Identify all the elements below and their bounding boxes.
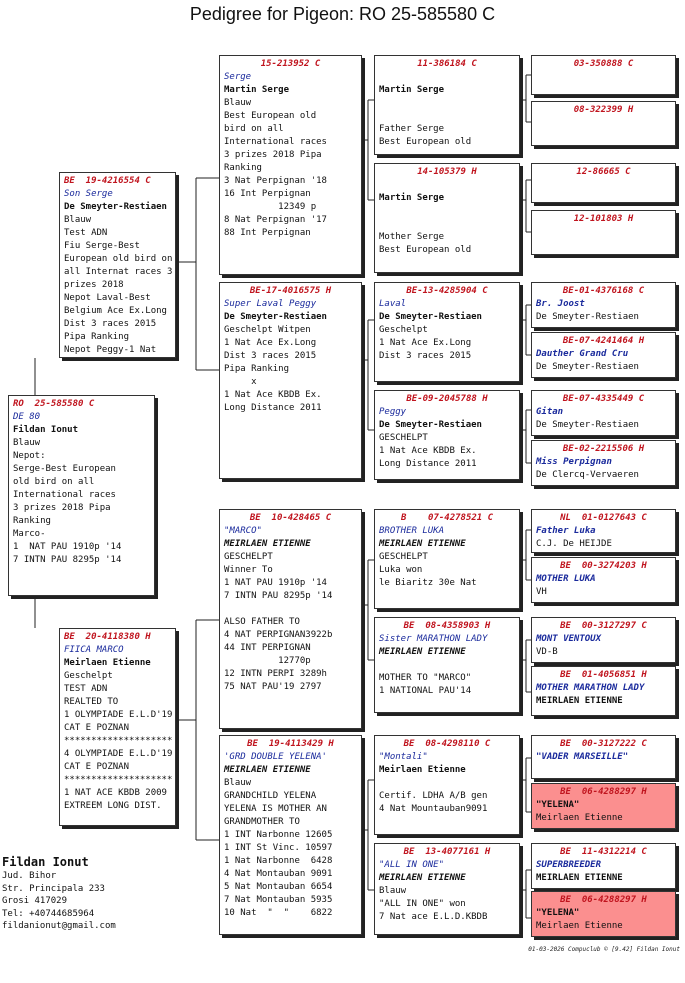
pigeon-name: Miss Perpignan [536, 457, 612, 467]
ring-number: 11-386184 C [417, 59, 477, 69]
pigeon-detail-line: 5 Nat Montauban 6654 [224, 882, 333, 892]
pigeon-detail-line: Luka won [379, 565, 423, 575]
breeder-name: De Smeyter-Restiaen [64, 202, 167, 212]
breeder-name: Martin Serge [379, 85, 445, 95]
pigeon-name: Father Luka [536, 526, 596, 536]
pigeon-detail-line: 8 Nat Perpignan '17 [224, 215, 327, 225]
breeder-name: MEIRLAEN ETIENNE [379, 539, 466, 549]
pigeon-card-gen5-3[interactable] [531, 163, 676, 203]
ring-number: BE 20-4118380 H [64, 632, 151, 642]
pigeon-card-ssd[interactable] [374, 163, 520, 273]
pigeon-card-sss[interactable] [374, 55, 520, 155]
pigeon-detail-line: Geschelpt Witpen [224, 325, 311, 335]
footer-credit: 01-03-2026 Compuclub © [9.42] Fildan Ionut [528, 946, 680, 953]
ring-number: BE-13-4285904 C [406, 286, 488, 296]
pigeon-detail-line: Dist 3 races 2015 [379, 351, 472, 361]
ring-number: BE-07-4241464 H [562, 336, 645, 346]
pigeon-name: Br. Joost [536, 299, 585, 309]
pigeon-detail-line: CAT E POZNAN [64, 762, 130, 772]
breeder-name: "YELENA" [536, 800, 580, 810]
pigeon-detail-line: 44 INT PERPIGNAN [224, 643, 311, 653]
pigeon-detail-line: Pipa Ranking [224, 364, 290, 374]
ring-number: BE 00-3127297 C [560, 621, 647, 631]
pigeon-detail-line: 4 OLYMPIADE E.L.D'19 [64, 749, 173, 759]
pigeon-detail-line: 1 Nat Ace Ex.Long [379, 338, 472, 348]
pigeon-name: Sister MARATHON LADY [379, 634, 488, 644]
owner-address-line: Jud. Bihor [2, 871, 57, 881]
pigeon-card-dam[interactable] [59, 628, 176, 826]
pigeon-detail-line: Fiu Serge-Best [64, 241, 140, 251]
ring-number: 12-101803 H [573, 214, 634, 224]
pigeon-detail-line: Test ADN [64, 228, 108, 238]
pigeon-card-sdd[interactable] [374, 390, 520, 480]
pigeon-card-sire[interactable] [59, 172, 176, 358]
pigeon-card-sire-dam[interactable] [219, 282, 362, 479]
pigeon-card-dds[interactable] [374, 735, 520, 835]
pigeon-name: "Montali" [379, 752, 428, 762]
pigeon-detail-line: Meirlaen Etienne [536, 921, 623, 931]
pigeon-detail-line: 1 Nat Ace KBDB Ex. [379, 446, 477, 456]
pigeon-detail-line: old bird on all [13, 477, 95, 487]
pigeon-card-dam-dam[interactable] [219, 735, 362, 935]
pigeon-detail-line: Best European old [224, 111, 317, 121]
pigeon-detail-line: Best European old [379, 137, 472, 147]
breeder-name: Meirlaen Etienne [379, 765, 466, 775]
pigeon-card-sds[interactable] [374, 282, 520, 382]
pigeon-detail-line: CAT E POZNAN [64, 723, 130, 733]
ring-number: 03-350888 C [573, 59, 634, 69]
pigeon-detail-line: Father Serge [379, 124, 445, 134]
pigeon-card-gen5-9[interactable] [531, 509, 676, 553]
pigeon-detail-line [379, 205, 515, 218]
pigeon-detail-line [379, 71, 515, 84]
pigeon-detail-line [379, 110, 515, 123]
pigeon-detail-line: GESCHELPT [379, 433, 428, 443]
pigeon-card-gen5-11[interactable] [531, 617, 676, 663]
ring-number: 14-105379 H [417, 167, 477, 177]
pigeon-card-gen5-13[interactable] [531, 735, 676, 779]
pigeon-detail-line [224, 603, 357, 616]
ring-number: BE-02-2215506 H [562, 444, 645, 454]
pigeon-detail-line: 12770p [224, 656, 311, 666]
pigeon-name: BROTHER LUKA [379, 526, 445, 536]
pigeon-card-sire-sire[interactable] [219, 55, 362, 275]
pigeon-name: Super Laval Peggy [224, 299, 317, 309]
pigeon-detail-line: Pipa Ranking [64, 332, 130, 342]
pigeon-detail-line: Belgium Ace Ex.Long [64, 306, 167, 316]
breeder-name: MEIRLAEN ETIENNE [379, 647, 466, 657]
ring-number: NL 01-0127643 C [560, 513, 647, 523]
pigeon-name: MONT VENTOUX [536, 634, 602, 644]
pigeon-card-gen5-15[interactable] [531, 843, 676, 889]
pigeon-detail-line: YELENA IS MOTHER AN [224, 804, 327, 814]
pigeon-detail-line: Certif. LDHA A/B gen [379, 791, 488, 801]
pigeon-name: SUPERBREEDER [536, 860, 602, 870]
breeder-name: MEIRLAEN ETIENNE [224, 765, 311, 775]
breeder-name: Meirlaen Etienne [64, 658, 151, 668]
pigeon-detail-line: REALTED TO [64, 697, 119, 707]
breeder-name: Martin Serge [379, 193, 445, 203]
pigeon-detail-line: 1 NAT PAU 1910p '14 [13, 542, 122, 552]
pigeon-detail-line: De Smeyter-Restiaen [536, 420, 639, 430]
pigeon-detail-line: 1 NAT PAU 1910p '14 [224, 578, 327, 588]
pigeon-detail-line: 1 INT St Vinc. 10597 [224, 843, 333, 853]
pigeon-detail-line: MOTHER TO "MARCO" [379, 673, 472, 683]
pigeon-detail-line: 1 OLYMPIADE E.L.D'19 [64, 710, 173, 720]
pigeon-card-gen5-10[interactable] [531, 557, 676, 603]
pigeon-detail-line: all Internat races 3 [64, 267, 173, 277]
breeder-name: De Smeyter-Restiaen [224, 312, 327, 322]
pigeon-detail-line: Nepot: [13, 451, 46, 461]
pigeon-name: DE 80 [13, 412, 41, 422]
pigeon-detail-line: International races [224, 137, 327, 147]
ring-number: BE 06-4288297 H [560, 895, 647, 905]
pigeon-detail-line: 1 NAT ACE KBDB 2009 [64, 788, 167, 798]
owner-name: Fildan Ionut [2, 855, 89, 869]
pigeon-card-gen5-12[interactable] [531, 666, 676, 716]
pigeon-detail-line: De Clercq-Vervaeren [536, 470, 639, 480]
pigeon-detail-line: 7 Nat ace E.L.D.KBDB [379, 912, 488, 922]
pigeon-detail-line: European old bird on [64, 254, 173, 264]
ring-number: RO 25-585580 C [13, 399, 95, 409]
pigeon-detail-line: EXTREEM LONG DIST. [64, 801, 162, 811]
pigeon-card-dss[interactable] [374, 509, 520, 609]
ring-number: BE 08-4298110 C [403, 739, 491, 749]
pigeon-detail-line [379, 179, 515, 192]
breeder-name: MEIRLAEN ETIENNE [536, 696, 623, 706]
pigeon-detail-line: International races [13, 490, 116, 500]
ring-number: BE 13-4077161 H [403, 847, 491, 857]
owner-info [2, 854, 202, 933]
pigeon-detail-line: Winner To [224, 565, 273, 575]
pigeon-detail-line: x [224, 377, 257, 387]
pigeon-detail-line: De Smeyter-Restiaen [536, 312, 639, 322]
pigeon-detail-line: VH [536, 587, 547, 597]
pigeon-detail-line: Dist 3 races 2015 [64, 319, 157, 329]
pigeon-name: "ALL IN ONE" [379, 860, 445, 870]
pigeon-detail-line: Blauw [224, 98, 252, 108]
pigeon-name: Serge [224, 72, 252, 82]
pigeon-detail-line [379, 659, 515, 672]
pigeon-detail-line: Blauw [13, 438, 41, 448]
pigeon-detail-line: 7 INTN PAU 8295p '14 [13, 555, 122, 565]
pigeon-detail-line: 1 NATIONAL PAU'14 [379, 686, 472, 696]
pigeon-detail-line: 1 Nat Ace KBDB Ex. [224, 390, 322, 400]
pigeon-detail-line: 3 prizes 2018 Pipa [13, 503, 111, 513]
pigeon-detail-line: 16 Int Perpignan [224, 189, 311, 199]
pigeon-detail-line: C.J. De HEIJDE [536, 539, 612, 549]
pigeon-detail-line: ******************** [64, 775, 173, 785]
breeder-name: Fildan Ionut [13, 425, 79, 435]
pigeon-detail-line: Mother Serge [379, 232, 445, 242]
pigeon-detail-line: TEST ADN [64, 684, 108, 694]
pigeon-detail-line [379, 97, 515, 110]
pigeon-detail-line: 4 NAT PERPIGNAN3922b [224, 630, 333, 640]
pigeon-name: MOTHER MARATHON LADY [536, 683, 645, 693]
breeder-name: MEIRLAEN ETIENNE [379, 873, 466, 883]
pigeon-detail-line: Dist 3 races 2015 [224, 351, 317, 361]
pigeon-detail-line: 3 Nat Perpignan '18 [224, 176, 327, 186]
ring-number: BE 06-4288297 H [560, 787, 647, 797]
pigeon-detail-line: 88 Int Perpignan [224, 228, 311, 238]
pigeon-name: "VADER MARSEILLE" [536, 752, 629, 762]
pigeon-card-dam-sire[interactable] [219, 509, 362, 729]
pigeon-detail-line: 10 Nat " " 6822 [224, 908, 333, 918]
pigeon-detail-line: ALSO FATHER TO [224, 617, 300, 627]
pigeon-detail-line: 1 Nat Narbonne 6428 [224, 856, 333, 866]
ring-number: 15-213952 C [260, 59, 321, 69]
pigeon-detail-line: GRANDMOTHER TO [224, 817, 300, 827]
ring-number: BE-09-2045788 H [406, 394, 488, 404]
pigeon-detail-line: 4 Nat Montauban 9091 [224, 869, 333, 879]
pigeon-name: FIICA MARCO [64, 645, 124, 655]
ring-number: BE 01-4056851 H [560, 670, 647, 680]
pigeon-card-gen5-6[interactable] [531, 332, 676, 378]
breeder-name: De Smeyter-Restiaen [379, 420, 482, 430]
ring-number: BE 00-3127222 C [560, 739, 647, 749]
pigeon-card-ddd[interactable] [374, 843, 520, 935]
page-title: Pedigree for Pigeon: RO 25-585580 C [189, 4, 496, 24]
breeder-name: MEIRLAEN ETIENNE [224, 539, 311, 549]
pigeon-detail-line: De Smeyter-Restiaen [536, 362, 639, 372]
pigeon-detail-line: 12349 p [224, 202, 317, 212]
ring-number: BE-07-4335449 C [562, 394, 645, 404]
pigeon-detail-line: Blauw [379, 886, 407, 896]
pigeon-card-subject[interactable] [8, 395, 155, 596]
pigeon-detail-line [379, 218, 515, 231]
pigeon-detail-line: 4 Nat Mountauban9091 [379, 804, 488, 814]
pigeon-name: Gitan [536, 407, 564, 417]
pigeon-detail-line: Nepot Peggy-1 Nat [64, 345, 157, 355]
pigeon-detail-line: 7 INTN PAU 8295p '14 [224, 591, 333, 601]
ring-number: BE 11-4312214 C [560, 847, 647, 857]
pigeon-detail-line: Blauw [224, 778, 252, 788]
pigeon-detail-line: Long Distance 2011 [224, 403, 322, 413]
owner-address-line: Grosi 417029 [2, 896, 68, 906]
pigeon-detail-line: 3 prizes 2018 Pipa [224, 150, 322, 160]
pigeon-card-gen5-16[interactable] [531, 891, 676, 937]
ring-number: BE-17-4016575 H [249, 286, 332, 296]
pigeon-card-gen5-14[interactable] [531, 783, 676, 829]
pigeon-card-gen5-8[interactable] [531, 440, 676, 486]
pigeon-name: Peggy [379, 407, 407, 417]
ring-number: 08-322399 H [573, 105, 634, 115]
pigeon-detail-line [379, 777, 515, 790]
pigeon-detail-line: VD-B [536, 647, 558, 657]
pigeon-card-gen5-1[interactable] [531, 55, 676, 95]
pigeon-detail-line: 1 Nat Ace Ex.Long [224, 338, 317, 348]
pigeon-detail-line: GESCHELPT [224, 552, 273, 562]
pigeon-detail-line: Nepot Laval-Best [64, 293, 151, 303]
ring-number: BE 19-4216554 C [64, 176, 151, 186]
owner-address-line: Str. Principala 233 [2, 883, 105, 894]
pigeon-detail-line: 75 NAT PAU'19 2797 [224, 682, 322, 692]
pigeon-name: MOTHER LUKA [536, 574, 596, 584]
pigeon-name: "MARCO" [224, 526, 262, 536]
ring-number: 12-86665 C [576, 167, 631, 177]
pigeon-detail-line: Geschelpt [379, 325, 428, 335]
ring-number: BE 00-3274203 H [560, 561, 647, 571]
pigeon-detail-line: prizes 2018 [64, 280, 124, 290]
pigeon-detail-line: le Biaritz 30e Nat [379, 578, 477, 588]
pigeon-card-gen5-2[interactable] [531, 101, 676, 146]
pigeon-card-gen5-7[interactable] [531, 390, 676, 436]
breeder-name: "YELENA" [536, 908, 580, 918]
breeder-name: Martin Serge [224, 85, 290, 95]
pigeon-name: 'GRD DOUBLE YELENA' [224, 752, 327, 762]
owner-email[interactable]: fildanionut@gmail.com [2, 921, 116, 931]
pigeon-card-gen5-5[interactable] [531, 282, 676, 328]
pigeon-detail-line: Blauw [64, 215, 92, 225]
breeder-name: De Smeyter-Restiaen [379, 312, 482, 322]
pigeon-detail-line: Meirlaen Etienne [536, 813, 623, 823]
ring-number: BE 08-4358903 H [403, 621, 491, 631]
pigeon-detail-line: Long Distance 2011 [379, 459, 477, 469]
ring-number: BE-01-4376168 C [562, 286, 645, 296]
pigeon-card-dsd[interactable] [374, 617, 520, 713]
pigeon-name: Laval [379, 299, 407, 309]
pigeon-detail-line: GESCHELPT [379, 552, 428, 562]
pigeon-detail-line: GRANDCHILD YELENA [224, 791, 317, 801]
ring-number: B 07-4278521 C [400, 513, 494, 523]
pigeon-detail-line: 7 Nat Montauban 5935 [224, 895, 333, 905]
pigeon-detail-line: Ranking [224, 163, 262, 173]
owner-phone: Tel: +40744685964 [2, 908, 95, 919]
pigeon-detail-line: 12 INTN PERPI 3289h [224, 669, 327, 679]
pigeon-detail-line: ******************** [64, 736, 173, 746]
pigeon-detail-line: Serge-Best European [13, 464, 116, 474]
pigeon-name: Dauther Grand Cru [536, 349, 629, 359]
pigeon-card-gen5-4[interactable] [531, 210, 676, 255]
breeder-name: MEIRLAEN ETIENNE [536, 873, 623, 883]
pigeon-detail-line: Geschelpt [64, 671, 113, 681]
pigeon-detail-line: Marco- [13, 529, 46, 539]
ring-number: BE 10-428465 C [249, 513, 332, 523]
pigeon-detail-line: "ALL IN ONE" won [379, 899, 466, 909]
pigeon-name: Son Serge [64, 189, 113, 199]
pigeon-detail-line: bird on all [224, 124, 284, 134]
pigeon-detail-line: 1 INT Narbonne 12605 [224, 830, 333, 840]
ring-number: BE 19-4113429 H [247, 739, 334, 749]
pigeon-detail-line: Ranking [13, 516, 51, 526]
pigeon-detail-line: Best European old [379, 245, 472, 255]
